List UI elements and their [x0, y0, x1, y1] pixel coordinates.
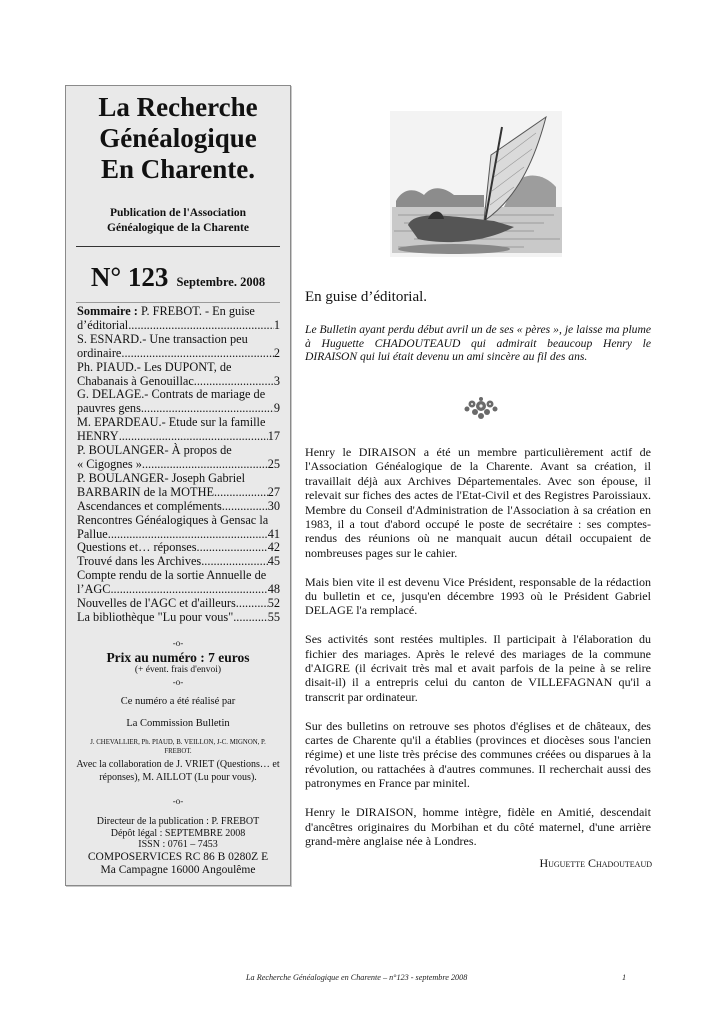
toc-entry-line [77, 458, 280, 472]
printer: COMPOSERVICES RC 86 B 0280Z E [87, 850, 269, 863]
toc-entry-title [77, 472, 280, 486]
toc-page-number: 48 [267, 583, 280, 597]
toc-entry [77, 541, 280, 555]
toc-entry-line [77, 583, 280, 597]
separator: -o- [172, 638, 184, 648]
toc-entry-line [77, 611, 280, 625]
toc-entry [77, 305, 280, 333]
toc-entry-title [77, 361, 280, 375]
issn: ISSN : 0761 – 7453 [138, 839, 218, 850]
toc-leader-dots [233, 611, 267, 625]
price-note: (+ évent. frais d'envoi) [134, 665, 222, 675]
masthead-subtitle-line: Généalogique de la Charente [107, 222, 249, 234]
toc-entry [77, 333, 280, 361]
collaboration-text: Avec la collaboration de J. VRIET (Questions… et réponses), M. AILLOT (Lu pour vous). [76, 759, 280, 783]
article-heading: En guise d’éditorial. [305, 289, 428, 305]
toc-entry-text: Compte rendu de la sortie Annuelle de [77, 568, 267, 583]
toc-entry [77, 514, 280, 542]
article-intro: Le Bulletin ayant perdu début avril un de ses « pères », je laisse ma plume à Huguette CHADOUTEAUD qui admirait beaucoup Henry le DIRAISON qui lui était devenu un ami sincère au fil des ans. [305, 323, 651, 364]
publication-director: Directeur de la publication : P. FREBOT [96, 816, 260, 827]
toc-entry-line [77, 375, 280, 389]
toc-leader-dots [142, 458, 268, 472]
masthead-title [66, 92, 290, 185]
toc-entry-tail: ordinaire [77, 346, 122, 360]
toc-label: Sommaire : [77, 304, 138, 318]
toc-entry-line [77, 500, 280, 514]
colophon [66, 637, 290, 877]
toc-entry-title [77, 416, 280, 430]
toc-entry-tail: Trouvé dans les Archives [77, 555, 202, 569]
toc-entry-line [77, 402, 280, 416]
toc-leader-dots [194, 375, 274, 389]
page-number: 1 [622, 973, 627, 982]
toc-entry-title [77, 569, 280, 583]
toc-page-number: 42 [267, 541, 280, 555]
toc-entry [77, 555, 280, 569]
toc-entry-tail: d’éditorial [77, 318, 129, 332]
toc-entry [77, 416, 280, 444]
article-paragraph: Sur des bulletins on retrouve ses photos d'églises et de châteaux, des cartes de Charente qu'il a établies (provinces et diocèses sous l'ancien régime) et une liste très précise des communes créées ou disparues à la révolution, ou rattachées à d'autres communes. Il recherchait aussi des patronymes en France par minitel. [305, 718, 651, 791]
toc-entry-tail: Chabanais à Genouillac [77, 374, 194, 388]
article-paragraph: Henry le DIRAISON, homme intègre, fidèle en Amitié, descendait d'ancêtres originaires du Morbihan et du côté maternel, d'une arrière grand-mère anglaise née à Londres. [305, 805, 651, 848]
article-signature: Huguette Chadouteaud [539, 856, 652, 870]
toc-entry [77, 388, 280, 416]
masthead-title-line: En Charente. [100, 154, 255, 184]
printer-address: Ma Campagne 16000 Angoulême [100, 863, 256, 876]
toc-entry [77, 611, 280, 625]
masthead-title-line: La Recherche [98, 92, 258, 122]
sidebar-box [65, 85, 291, 886]
article-paragraph: Mais bien vite il est devenu Vice Président, responsable de la rédaction du bulletin et ce, jusqu'en décembre 1993 où le Président Gabriel DELAGE l'a remplacé. [305, 574, 651, 618]
toc-entry [77, 500, 280, 514]
toc-leader-dots [108, 528, 268, 542]
issue-line [66, 262, 290, 293]
toc-page-number: 1 [273, 318, 280, 332]
toc-entry-tail: La bibliothèque "Lu pour vous" [77, 610, 234, 624]
toc-leader-dots [236, 597, 268, 611]
toc-page-number: 9 [273, 402, 280, 416]
masthead-title-line: Généalogique [99, 123, 257, 153]
masthead-subtitle [66, 206, 290, 236]
toc-entry-text: G. DELAGE.- Contrats de mariage de [77, 387, 266, 402]
toc-leader-dots [141, 402, 274, 416]
toc-entry-text: P. BOULANGER- Joseph Gabriel [77, 470, 246, 485]
toc-entry-tail: pauvres gens [77, 402, 141, 416]
toc-entry-title [77, 388, 280, 402]
issue-number: N° 123 [90, 262, 169, 292]
toc-entry-tail: l’AGC [77, 583, 111, 597]
toc-entry-tail: Questions et… réponses [77, 541, 197, 555]
toc-page-number: 27 [267, 485, 280, 499]
toc-entry-line [77, 528, 280, 542]
toc-entry-tail: Pallue [77, 527, 108, 541]
table-of-contents [77, 305, 280, 625]
toc-entry [77, 569, 280, 597]
toc-entry-tail: HENRY [77, 430, 119, 444]
toc-entry-text: S. ESNARD.- Une transaction peu [77, 331, 248, 346]
toc-leader-dots [214, 486, 268, 500]
toc-entry-text: P. FREBOT. - En guise [140, 304, 255, 318]
price: Prix au numéro : 7 euros [106, 650, 250, 665]
article-paragraph: Henry le DIRAISON a été un membre particulièrement actif de l'Association Généalogique de la Charente. Avant sa création, il travaillait déjà aux Archives Départementales. Avec son épouse, il relevait sur fiches des actes de l'Etat-Civil et des Registres Paroissiaux. Membre du Conseil d'Administration de l'Association à sa création en 1983, il a tout d'abord occupé le poste de secrétaire : ses comptes-rendus des réunions où ne manquait aucun détail occupaient de nombreuses pages sur le cahier. [305, 445, 651, 560]
imprint [66, 816, 290, 877]
page-footer [0, 973, 724, 987]
toc-entry-text: Rencontres Généalogiques à Gensac la [77, 512, 269, 527]
toc-page-number: 3 [273, 374, 280, 388]
toc-page-number: 55 [267, 610, 280, 624]
masthead-divider [76, 246, 280, 247]
floral-ornament-icon [459, 396, 503, 422]
toc-page-number: 25 [267, 457, 280, 471]
legal-deposit: Dépôt légal : SEPTEMBRE 2008 [110, 827, 246, 839]
toc-entry [77, 597, 280, 611]
toc-entry-line [77, 555, 280, 569]
toc-entry-title [77, 514, 280, 528]
separator: -o- [172, 796, 184, 806]
toc-entry-title [77, 444, 280, 458]
toc-page-number: 30 [267, 499, 280, 513]
commission-members: J. CHEVALLIER, Ph. PIAUD, B. VEILLON, J-C. MIGNON, P. FREBOT. [90, 739, 266, 755]
toc-leader-dots [222, 500, 268, 514]
toc-leader-dots [197, 541, 268, 555]
toc-page-number: 52 [267, 597, 280, 611]
masthead-subtitle-line: Publication de l'Association [109, 207, 247, 219]
toc-entry-tail: Ascendances et compléments [77, 499, 222, 513]
separator: -o- [172, 677, 184, 687]
toc-entry-text: P. BOULANGER- À propos de [77, 443, 232, 458]
toc-entry-line [77, 597, 280, 611]
toc-entry-tail: « Cigognes » [77, 457, 142, 471]
issue-date: Septembre. 2008 [176, 275, 266, 289]
toc-entry-title [77, 305, 280, 319]
toc-entry-text: M. EPARDEAU.- Etude sur la famille [77, 415, 266, 430]
article-paragraph: Ses activités sont restées multiples. Il participait à l'élaboration du fichier des mariages. Après le relevé des mariages de la commune d'AIGRE (il écrivait très mal et avait parfois de la peine à se relire disait-il) il a entrepris celui du canton de VILLEFAGNAN qu'il a transcrit par ordinateur. [305, 632, 651, 704]
toc-leader-dots [110, 583, 267, 597]
toc-entry-line [77, 486, 280, 500]
toc-entry [77, 444, 280, 472]
toc-entry-text: Ph. PIAUD.- Les DUPONT, de [77, 359, 232, 374]
toc-leader-dots [201, 555, 267, 569]
toc-leader-dots [121, 347, 273, 361]
toc-entry [77, 472, 280, 500]
commission-name: La Commission Bulletin [126, 718, 230, 729]
toc-leader-dots [128, 319, 274, 333]
toc-page-number: 2 [273, 346, 280, 360]
toc-entry-title [77, 333, 280, 347]
toc-entry [77, 361, 280, 389]
toc-entry-line [77, 430, 280, 444]
sailboat-illustration [384, 103, 570, 265]
toc-entry-tail: Nouvelles de l'AGC et d'ailleurs [77, 597, 236, 611]
toc-entry-tail: BARBARIN de la MOTHE [77, 485, 214, 499]
toc-leader-dots [119, 430, 268, 444]
toc-page-number: 41 [267, 527, 280, 541]
toc-entry-line [77, 347, 280, 361]
toc-page-number: 17 [267, 430, 280, 444]
running-title: La Recherche Généalogique en Charente – n°123 - septembre 2008 [246, 973, 468, 982]
toc-divider [76, 302, 280, 303]
toc-page-number: 45 [267, 555, 280, 569]
article-body [305, 445, 651, 863]
toc-entry-line [77, 319, 280, 333]
toc-entry-line [77, 541, 280, 555]
made-by-text: Ce numéro a été réalisé par [120, 696, 236, 707]
